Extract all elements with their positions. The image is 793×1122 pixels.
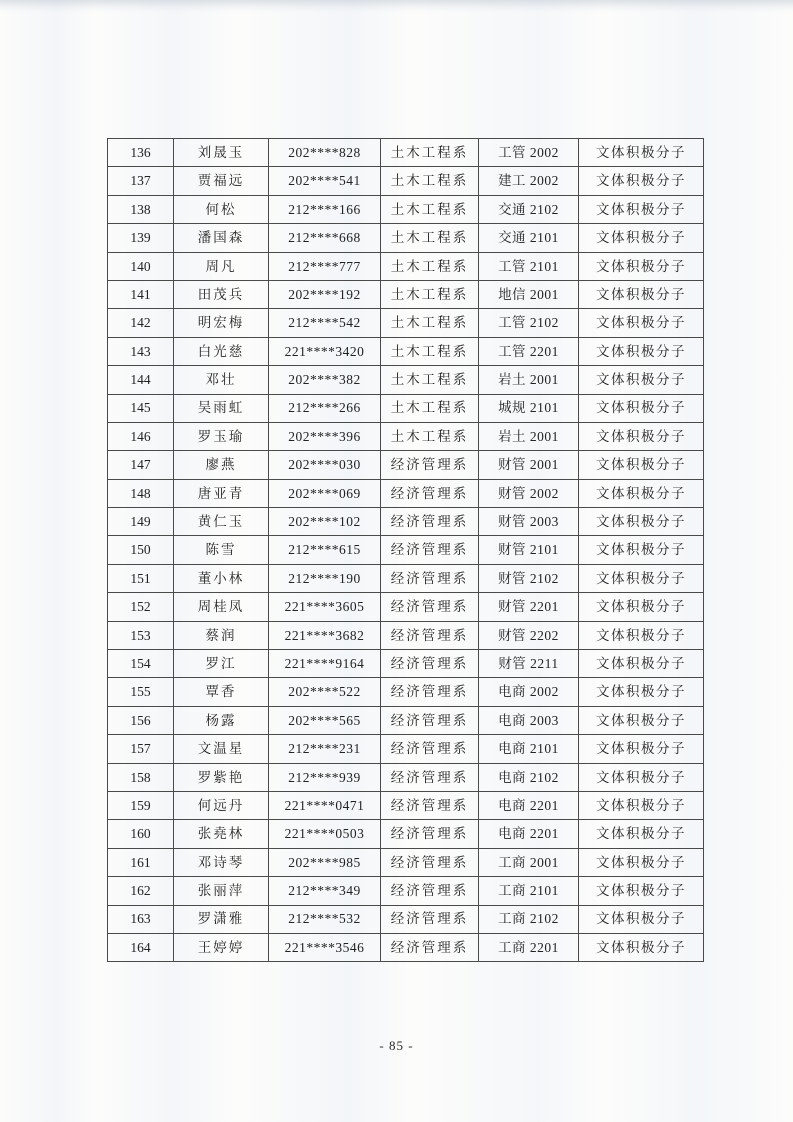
cell-award: 文体积极分子: [579, 224, 704, 252]
cell-award: 文体积极分子: [579, 678, 704, 706]
cell-award: 文体积极分子: [579, 735, 704, 763]
cell-class: 财管 2202: [479, 621, 579, 649]
cell-name: 文温星: [174, 735, 269, 763]
cell-row-number: 154: [108, 650, 174, 678]
table-row: [108, 820, 704, 848]
table-row: [108, 650, 704, 678]
roster-table: [107, 138, 704, 962]
cell-row-number: 139: [108, 224, 174, 252]
cell-department: 土木工程系: [381, 280, 479, 308]
cell-award: 文体积极分子: [579, 820, 704, 848]
cell-class: 财管 2002: [479, 479, 579, 507]
cell-row-number: 146: [108, 422, 174, 450]
cell-name: 潘国森: [174, 224, 269, 252]
cell-award: 文体积极分子: [579, 309, 704, 337]
table-row: [108, 366, 704, 394]
cell-award: 文体积极分子: [579, 621, 704, 649]
cell-student-id: 202****030: [269, 451, 381, 479]
cell-class: 电商 2102: [479, 763, 579, 791]
cell-row-number: 142: [108, 309, 174, 337]
cell-department: 经济管理系: [381, 877, 479, 905]
cell-row-number: 157: [108, 735, 174, 763]
cell-name: 廖燕: [174, 451, 269, 479]
cell-department: 经济管理系: [381, 763, 479, 791]
cell-class: 电商 2002: [479, 678, 579, 706]
cell-name: 邓壮: [174, 366, 269, 394]
table-row: [108, 337, 704, 365]
cell-class: 工管 2102: [479, 309, 579, 337]
table-row: [108, 593, 704, 621]
cell-name: 周桂凤: [174, 593, 269, 621]
cell-row-number: 141: [108, 280, 174, 308]
cell-class: 工商 2201: [479, 933, 579, 961]
cell-award: 文体积极分子: [579, 167, 704, 195]
cell-row-number: 162: [108, 877, 174, 905]
cell-department: 经济管理系: [381, 905, 479, 933]
table-row: [108, 564, 704, 592]
cell-student-id: 202****102: [269, 508, 381, 536]
table-row: [108, 252, 704, 280]
table-row: [108, 877, 704, 905]
cell-department: 土木工程系: [381, 422, 479, 450]
cell-name: 黄仁玉: [174, 508, 269, 536]
cell-student-id: 212****266: [269, 394, 381, 422]
cell-department: 经济管理系: [381, 479, 479, 507]
cell-name: 罗江: [174, 650, 269, 678]
cell-award: 文体积极分子: [579, 564, 704, 592]
cell-row-number: 158: [108, 763, 174, 791]
cell-class: 岩土 2001: [479, 366, 579, 394]
table-row: [108, 848, 704, 876]
cell-award: 文体积极分子: [579, 366, 704, 394]
table-row: [108, 678, 704, 706]
cell-class: 城规 2101: [479, 394, 579, 422]
cell-award: 文体积极分子: [579, 422, 704, 450]
cell-award: 文体积极分子: [579, 848, 704, 876]
cell-student-id: 221****3682: [269, 621, 381, 649]
cell-department: 经济管理系: [381, 678, 479, 706]
cell-row-number: 152: [108, 593, 174, 621]
cell-name: 覃香: [174, 678, 269, 706]
cell-student-id: 202****396: [269, 422, 381, 450]
cell-department: 经济管理系: [381, 621, 479, 649]
table-row: [108, 309, 704, 337]
cell-row-number: 138: [108, 195, 174, 223]
cell-department: 经济管理系: [381, 848, 479, 876]
cell-department: 土木工程系: [381, 337, 479, 365]
cell-name: 邓诗琴: [174, 848, 269, 876]
cell-row-number: 164: [108, 933, 174, 961]
cell-name: 张丽萍: [174, 877, 269, 905]
table-row: [108, 195, 704, 223]
cell-award: 文体积极分子: [579, 763, 704, 791]
cell-row-number: 147: [108, 451, 174, 479]
cell-department: 经济管理系: [381, 650, 479, 678]
cell-name: 陈雪: [174, 536, 269, 564]
cell-class: 财管 2102: [479, 564, 579, 592]
cell-class: 工管 2002: [479, 139, 579, 167]
cell-class: 交通 2102: [479, 195, 579, 223]
cell-award: 文体积极分子: [579, 933, 704, 961]
cell-name: 罗玉瑜: [174, 422, 269, 450]
cell-name: 张堯林: [174, 820, 269, 848]
cell-award: 文体积极分子: [579, 195, 704, 223]
cell-student-id: 202****565: [269, 706, 381, 734]
cell-row-number: 163: [108, 905, 174, 933]
cell-row-number: 161: [108, 848, 174, 876]
cell-student-id: 202****985: [269, 848, 381, 876]
cell-name: 白光慈: [174, 337, 269, 365]
table-row: [108, 224, 704, 252]
cell-row-number: 140: [108, 252, 174, 280]
cell-award: 文体积极分子: [579, 593, 704, 621]
cell-class: 建工 2002: [479, 167, 579, 195]
cell-student-id: 212****668: [269, 224, 381, 252]
cell-name: 蔡润: [174, 621, 269, 649]
table-row: [108, 167, 704, 195]
table-row: [108, 422, 704, 450]
cell-award: 文体积极分子: [579, 650, 704, 678]
cell-department: 土木工程系: [381, 224, 479, 252]
cell-award: 文体积极分子: [579, 706, 704, 734]
cell-department: 经济管理系: [381, 933, 479, 961]
cell-student-id: 212****190: [269, 564, 381, 592]
cell-name: 罗紫艳: [174, 763, 269, 791]
cell-award: 文体积极分子: [579, 337, 704, 365]
cell-row-number: 136: [108, 139, 174, 167]
cell-name: 罗潇雅: [174, 905, 269, 933]
cell-award: 文体积极分子: [579, 536, 704, 564]
table-row: [108, 735, 704, 763]
cell-row-number: 156: [108, 706, 174, 734]
cell-name: 何远丹: [174, 791, 269, 819]
cell-student-id: 212****542: [269, 309, 381, 337]
cell-name: 刘晟玉: [174, 139, 269, 167]
cell-student-id: 212****615: [269, 536, 381, 564]
cell-student-id: 202****828: [269, 139, 381, 167]
cell-class: 工管 2101: [479, 252, 579, 280]
cell-row-number: 137: [108, 167, 174, 195]
cell-row-number: 148: [108, 479, 174, 507]
table-row: [108, 621, 704, 649]
cell-name: 唐亚青: [174, 479, 269, 507]
cell-class: 工商 2001: [479, 848, 579, 876]
cell-student-id: 212****777: [269, 252, 381, 280]
cell-student-id: 212****532: [269, 905, 381, 933]
table-row: [108, 280, 704, 308]
cell-name: 吴雨虹: [174, 394, 269, 422]
cell-name: 何松: [174, 195, 269, 223]
cell-department: 土木工程系: [381, 366, 479, 394]
cell-class: 财管 2003: [479, 508, 579, 536]
cell-class: 工商 2101: [479, 877, 579, 905]
cell-award: 文体积极分子: [579, 905, 704, 933]
cell-department: 土木工程系: [381, 139, 479, 167]
cell-student-id: 221****3546: [269, 933, 381, 961]
cell-student-id: 212****349: [269, 877, 381, 905]
cell-department: 经济管理系: [381, 820, 479, 848]
cell-class: 电商 2003: [479, 706, 579, 734]
table-row: [108, 536, 704, 564]
cell-department: 经济管理系: [381, 791, 479, 819]
cell-class: 交通 2101: [479, 224, 579, 252]
cell-student-id: 202****522: [269, 678, 381, 706]
cell-class: 工商 2102: [479, 905, 579, 933]
roster-table-body: [108, 139, 704, 962]
cell-student-id: 221****0503: [269, 820, 381, 848]
cell-department: 经济管理系: [381, 451, 479, 479]
cell-department: 土木工程系: [381, 195, 479, 223]
page-number: - 85 -: [379, 1038, 414, 1053]
cell-award: 文体积极分子: [579, 508, 704, 536]
cell-award: 文体积极分子: [579, 791, 704, 819]
cell-class: 财管 2201: [479, 593, 579, 621]
cell-class: 电商 2201: [479, 820, 579, 848]
cell-student-id: 221****3420: [269, 337, 381, 365]
cell-row-number: 151: [108, 564, 174, 592]
cell-student-id: 202****382: [269, 366, 381, 394]
cell-row-number: 149: [108, 508, 174, 536]
cell-student-id: 202****069: [269, 479, 381, 507]
cell-student-id: 202****192: [269, 280, 381, 308]
table-row: [108, 139, 704, 167]
cell-row-number: 160: [108, 820, 174, 848]
cell-name: 王婷婷: [174, 933, 269, 961]
table-row: [108, 933, 704, 961]
cell-class: 工管 2201: [479, 337, 579, 365]
cell-row-number: 150: [108, 536, 174, 564]
table-row: [108, 706, 704, 734]
cell-department: 经济管理系: [381, 706, 479, 734]
cell-department: 土木工程系: [381, 167, 479, 195]
cell-student-id: 221****0471: [269, 791, 381, 819]
cell-class: 电商 2101: [479, 735, 579, 763]
table-row: [108, 451, 704, 479]
cell-name: 明宏梅: [174, 309, 269, 337]
cell-award: 文体积极分子: [579, 451, 704, 479]
cell-student-id: 212****166: [269, 195, 381, 223]
cell-class: 财管 2001: [479, 451, 579, 479]
cell-class: 电商 2201: [479, 791, 579, 819]
cell-class: 地信 2001: [479, 280, 579, 308]
cell-name: 杨露: [174, 706, 269, 734]
table-row: [108, 905, 704, 933]
cell-name: 田茂兵: [174, 280, 269, 308]
table-row: [108, 394, 704, 422]
cell-award: 文体积极分子: [579, 252, 704, 280]
cell-department: 土木工程系: [381, 252, 479, 280]
cell-student-id: 212****231: [269, 735, 381, 763]
cell-name: 董小林: [174, 564, 269, 592]
cell-name: 周凡: [174, 252, 269, 280]
cell-department: 经济管理系: [381, 564, 479, 592]
cell-row-number: 144: [108, 366, 174, 394]
table-row: [108, 791, 704, 819]
cell-department: 经济管理系: [381, 536, 479, 564]
cell-department: 经济管理系: [381, 735, 479, 763]
cell-award: 文体积极分子: [579, 394, 704, 422]
cell-award: 文体积极分子: [579, 479, 704, 507]
cell-department: 土木工程系: [381, 394, 479, 422]
cell-row-number: 143: [108, 337, 174, 365]
cell-class: 岩土 2001: [479, 422, 579, 450]
cell-award: 文体积极分子: [579, 280, 704, 308]
cell-class: 财管 2211: [479, 650, 579, 678]
cell-department: 土木工程系: [381, 309, 479, 337]
cell-row-number: 159: [108, 791, 174, 819]
cell-department: 经济管理系: [381, 593, 479, 621]
cell-row-number: 153: [108, 621, 174, 649]
table-row: [108, 763, 704, 791]
cell-student-id: 202****541: [269, 167, 381, 195]
cell-award: 文体积极分子: [579, 877, 704, 905]
cell-student-id: 212****939: [269, 763, 381, 791]
table-row: [108, 479, 704, 507]
table-row: [108, 508, 704, 536]
cell-award: 文体积极分子: [579, 139, 704, 167]
cell-student-id: 221****3605: [269, 593, 381, 621]
cell-student-id: 221****9164: [269, 650, 381, 678]
cell-class: 财管 2101: [479, 536, 579, 564]
cell-department: 经济管理系: [381, 508, 479, 536]
cell-name: 贾福远: [174, 167, 269, 195]
cell-row-number: 145: [108, 394, 174, 422]
cell-row-number: 155: [108, 678, 174, 706]
